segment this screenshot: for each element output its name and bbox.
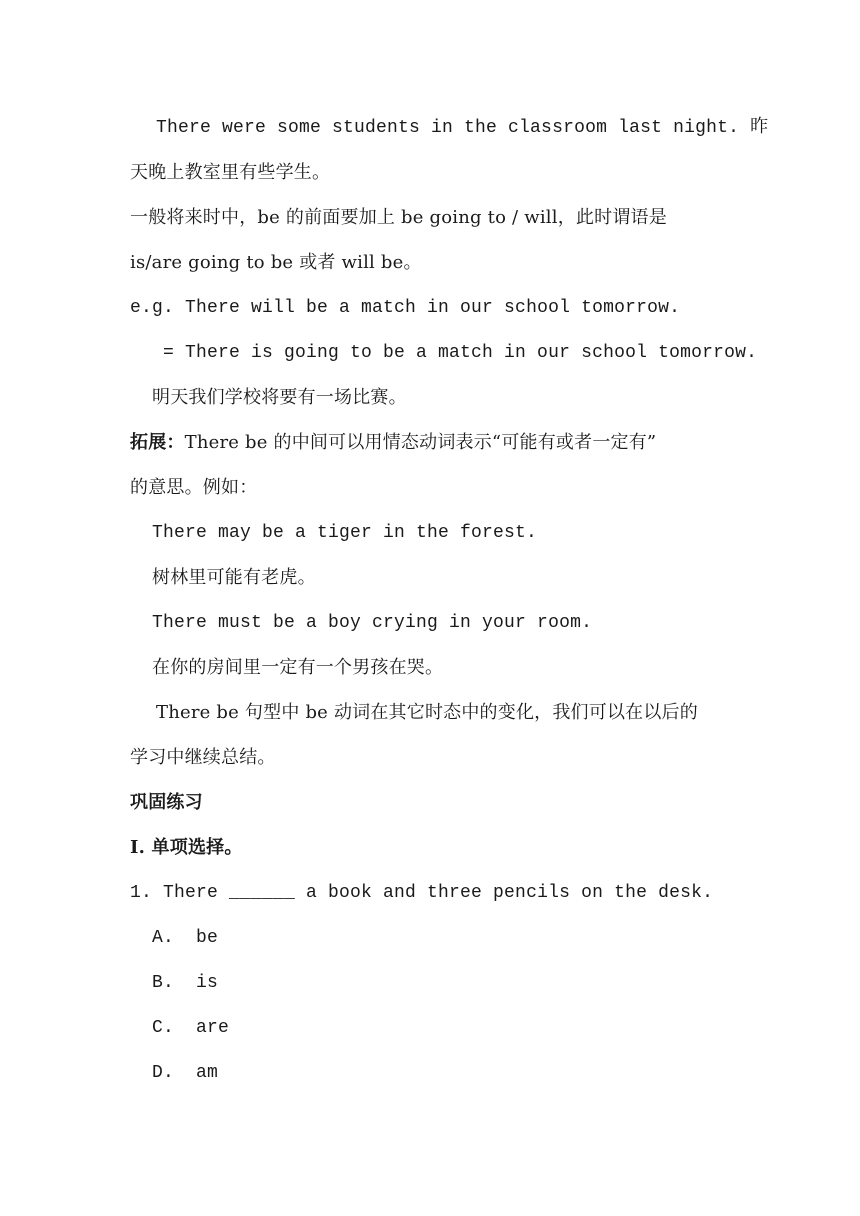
paragraph-line: 学习中继续总结。	[130, 747, 276, 768]
paragraph-line: There were some students in the classroom last night. 昨	[156, 118, 769, 138]
extension-text: There be 的中间可以用情态动词表示“可能有或者一定有”	[184, 432, 657, 453]
option-a: A. be	[152, 928, 219, 948]
paragraph-line: is/are going to be 或者 will be。	[130, 252, 422, 273]
example-line: There must be a boy crying in your room.	[152, 613, 593, 633]
example-translation: 在你的房间里一定有一个男孩在哭。	[152, 657, 444, 678]
paragraph-line: 天晚上教室里有些学生。	[130, 162, 331, 183]
paragraph-line: There be 句型中 be 动词在其它时态中的变化，我们可以在以后的	[156, 702, 698, 723]
question-stem: 1. There ______ a book and three pencils on the desk.	[130, 883, 714, 903]
example-translation: 明天我们学校将要有一场比赛。	[152, 387, 407, 408]
example-line: = There is going to be a match in our school tomorrow.	[152, 343, 758, 363]
paragraph-line: 一般将来时中，be 的前面要加上 be going to / will，此时谓语是	[130, 207, 667, 228]
example-translation: 树林里可能有老虎。	[152, 567, 316, 588]
extension-label: 拓展：	[130, 432, 185, 453]
example-line: There may be a tiger in the forest.	[152, 523, 538, 543]
section-title: 巩固练习	[130, 792, 203, 813]
paragraph-line: 的意思。例如：	[130, 477, 258, 498]
option-d: D. am	[152, 1063, 219, 1083]
option-c: C. are	[152, 1018, 230, 1038]
example-line: e.g. There will be a match in our school tomorrow.	[130, 298, 681, 318]
extension-paragraph	[130, 431, 656, 455]
option-b: B. is	[152, 973, 219, 993]
section-subtitle: Ⅰ. 单项选择。	[130, 837, 243, 858]
